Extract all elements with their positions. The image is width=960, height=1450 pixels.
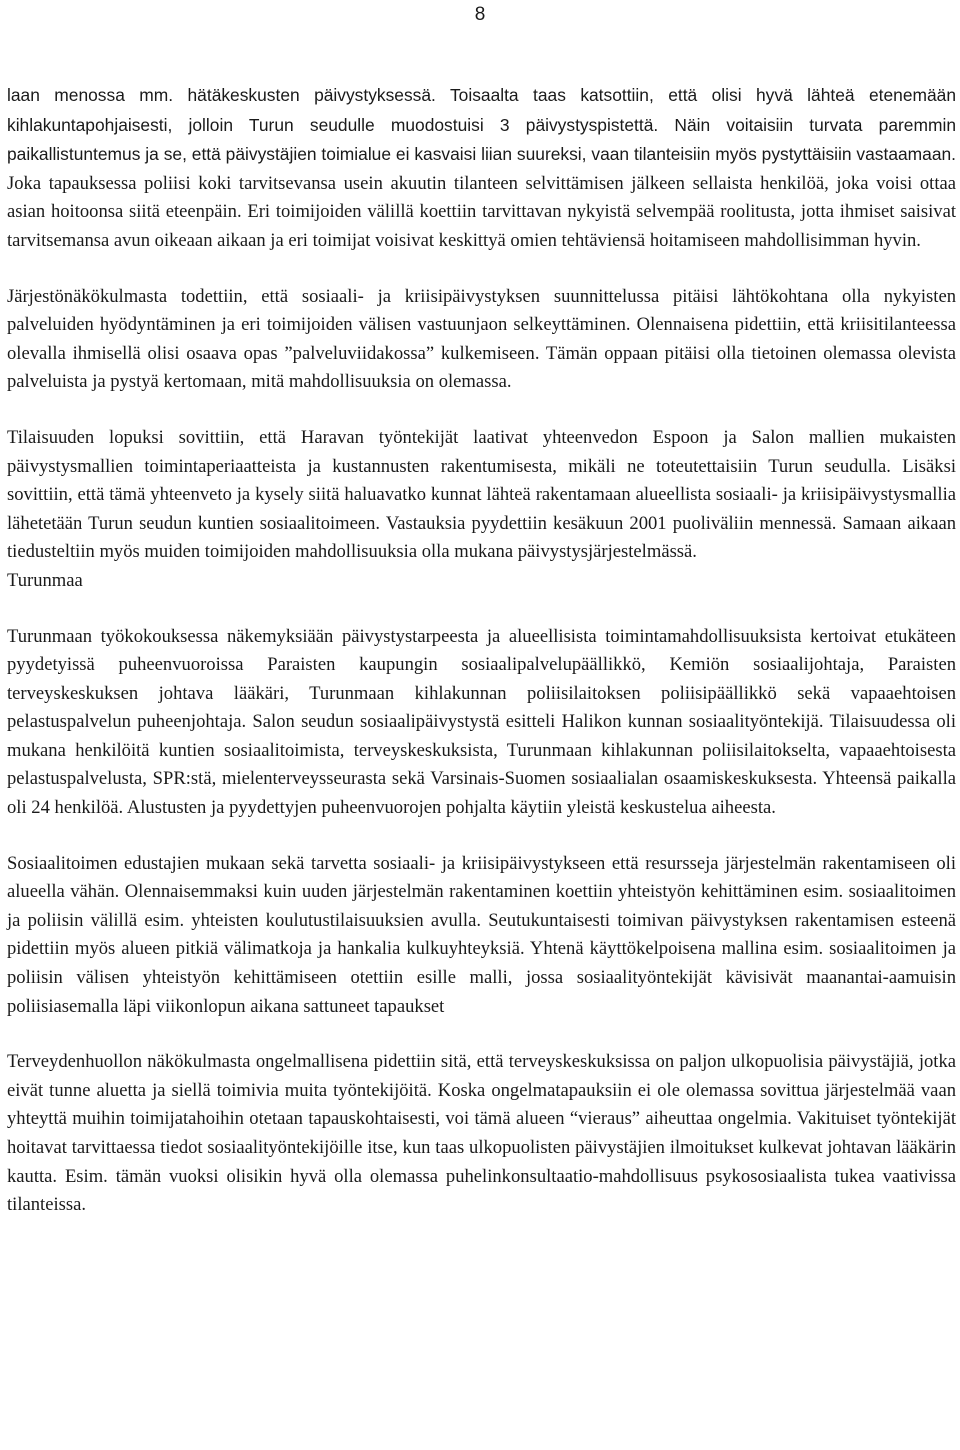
section-heading-turunmaa: Turunmaa bbox=[7, 569, 83, 591]
document-body bbox=[7, 81, 956, 1220]
paragraph-2: Järjestönäkökulmasta todettiin, että sosiaali- ja kriisipäivystyksen suunnittelussa pitäisi lähtökohtana olla nykyisten palveluiden hyödyntäminen ja eri toimijoiden välisen vastuunjaon selkeyttäminen. Olennaisena pidettiin, että kriisitilanteessa olevalla ihmisellä olisi osaava opas ”palveluviidakossa” kulkemiseen. Tämän oppaan pitäisi olla tietoinen olemassa olevista palveluista ja pystyä kertomaan, mitä mahdollisuuksia on olemassa. bbox=[7, 285, 956, 393]
page-number: 8 bbox=[474, 4, 486, 25]
paragraph-1-sentence-3: Eri toimijoiden välillä koettiin tarvittavan nykyistä selvempää roolitusta, jotta ihmiset saisivat tarvitsemansa avun oikeaan aikaan ja eri toimijat voisivat keskittyä omien tehtäviensä hoitamiseen mahdollisimman hyvin. bbox=[7, 201, 956, 251]
paragraph-1 bbox=[7, 81, 956, 256]
paragraph-1-sentence-2: Joka tapauksessa poliisi koki tarvitsevansa usein akuutin tilanteen selvittämisen jälkeen sellaista henkilöä, joka voisi ottaa asian hoitoonsa siitä eteenpäin. bbox=[7, 172, 956, 223]
paragraph-5: Sosiaalitoimen edustajien mukaan sekä tarvetta sosiaali- ja kriisipäivystykseen että resursseja järjestelmän rakentamiseen oli alueella vähän. Olennaisemmaksi kuin uuden järjestelmän rakentaminen koettiin yhteistyön kehittäminen esim. sosiaalitoimen ja poliisin välillä esim. yhteisten koulutustilaisuuksien avulla. Seutukuntaisesti toimivan päivystyksen rakentamisen esteenä pidettiin myös alueen pitkiä välimatkoja ja hankalia kulkuyhteyksiä. Yhtenä käyttökelpoisena mallina esim. sosiaalitoimen ja poliisin välisen yhteistyön kehittämiseen otettiin esille malli, jossa sosiaalityöntekijät kävisivät maanantai-aamuisin poliisiasemalla läpi viikonlopun aikana sattuneet tapaukset bbox=[7, 852, 956, 1017]
paragraph-1-sentence-1: laan menossa mm. hätäkeskusten päivystyksessä. Toisaalta taas katsottiin, että olisi hyvä lähteä etenemään kihlakuntapohjaisesti, jolloin Turun seudulle muodostuisi 3 päivystyspistettä. Näin voitaisiin turvata paremmin paikallistuntemus ja se, että päivystäjien toimialue ei kasvaisi liian suureksi, vaan tilanteisiin myös pystyttäisiin vastaamaan. bbox=[7, 85, 956, 165]
paragraph-3: Tilaisuuden lopuksi sovittiin, että Haravan työntekijät laativat yhteenvedon Espoon ja Salon mallien mukaisten päivystysmallien toimintaperiaatteista ja kustannusten rakentumisesta, mikäli ne toteutettaisiin Turun seudulla. Lisäksi sovittiin, että tämä yhteenveto ja kysely siitä haluavatko kunnat lähteä rakentamaan alueellista sosiaali- ja kriisipäivystysmallia lähetetään Turun seudun kuntien sosiaalitoimeen. Vastauksia pyydettiin kesäkuun 2001 puoliväliin mennessä. Samaan aikaan tiedusteltiin myös muiden toimijoiden mahdollisuuksia olla mukana päivystysjärjestelmässä. bbox=[7, 426, 956, 563]
paragraph-6: Terveydenhuollon näkökulmasta ongelmallisena pidettiin sitä, että terveyskeskuksissa on paljon ulkopuolisia päivystäjiä, jotka eivät tunne aluetta ja siellä toimivia muita työntekijöitä. Koska ongelmatapauksiin ei ole olemassa sovittua järjestelmää vaan yhteyttä muihin toimijatahoihin otetaan tapauskohtaisesti, voi tämä alueen “vieraus” aiheuttaa ongelmia. Vakituiset työntekijät hoitavat tarvittaessa tiedot sosiaalityöntekijöille itse, kun taas ulkopuolisten päivystäjien ilmoitukset kulkevat johtavan lääkärin kautta. Esim. tämän vuoksi olisikin hyvä olla olemassa puhelinkonsultaatio-mahdollisuus psykososiaalista tukea vaativissa tilanteissa. bbox=[7, 1051, 956, 1216]
paragraph-4: Turunmaan työkokouksessa näkemyksiään päivystystarpeesta ja alueellisista toimintamahdollisuuksista kertoivat etukäteen pyydetyissä puheenvuoroissa Paraisten kaupungin sosiaalipalvelupäällikkö, Kemiön sosiaalijohtaja, Paraisten terveyskeskuksen johtava lääkäri, Turunmaan kihlakunnan poliisilaitoksen poliisipäällikkö sekä vapaaehtoisen pelastuspalvelun puheenjohtaja. Salon seudun sosiaalipäivystystä esitteli Halikon kunnan sosiaalityöntekijä. Tilaisuudessa oli mukana henkilöitä kuntien sosiaalitoimista, terveyskeskuksista, Turunmaan kihlakunnan poliisilaitokselta, vapaaehtoisesta pelastuspalvelusta, SPR:stä, mielenterveysseurasta sekä Varsinais-Suomen sosiaalialan osaamiskeskuksesta. Yhteensä paikalla oli 24 henkilöä. Alustusten ja pyydettyjen puheenvuorojen pohjalta käytiin yleistä keskustelua aiheesta. bbox=[7, 625, 956, 819]
